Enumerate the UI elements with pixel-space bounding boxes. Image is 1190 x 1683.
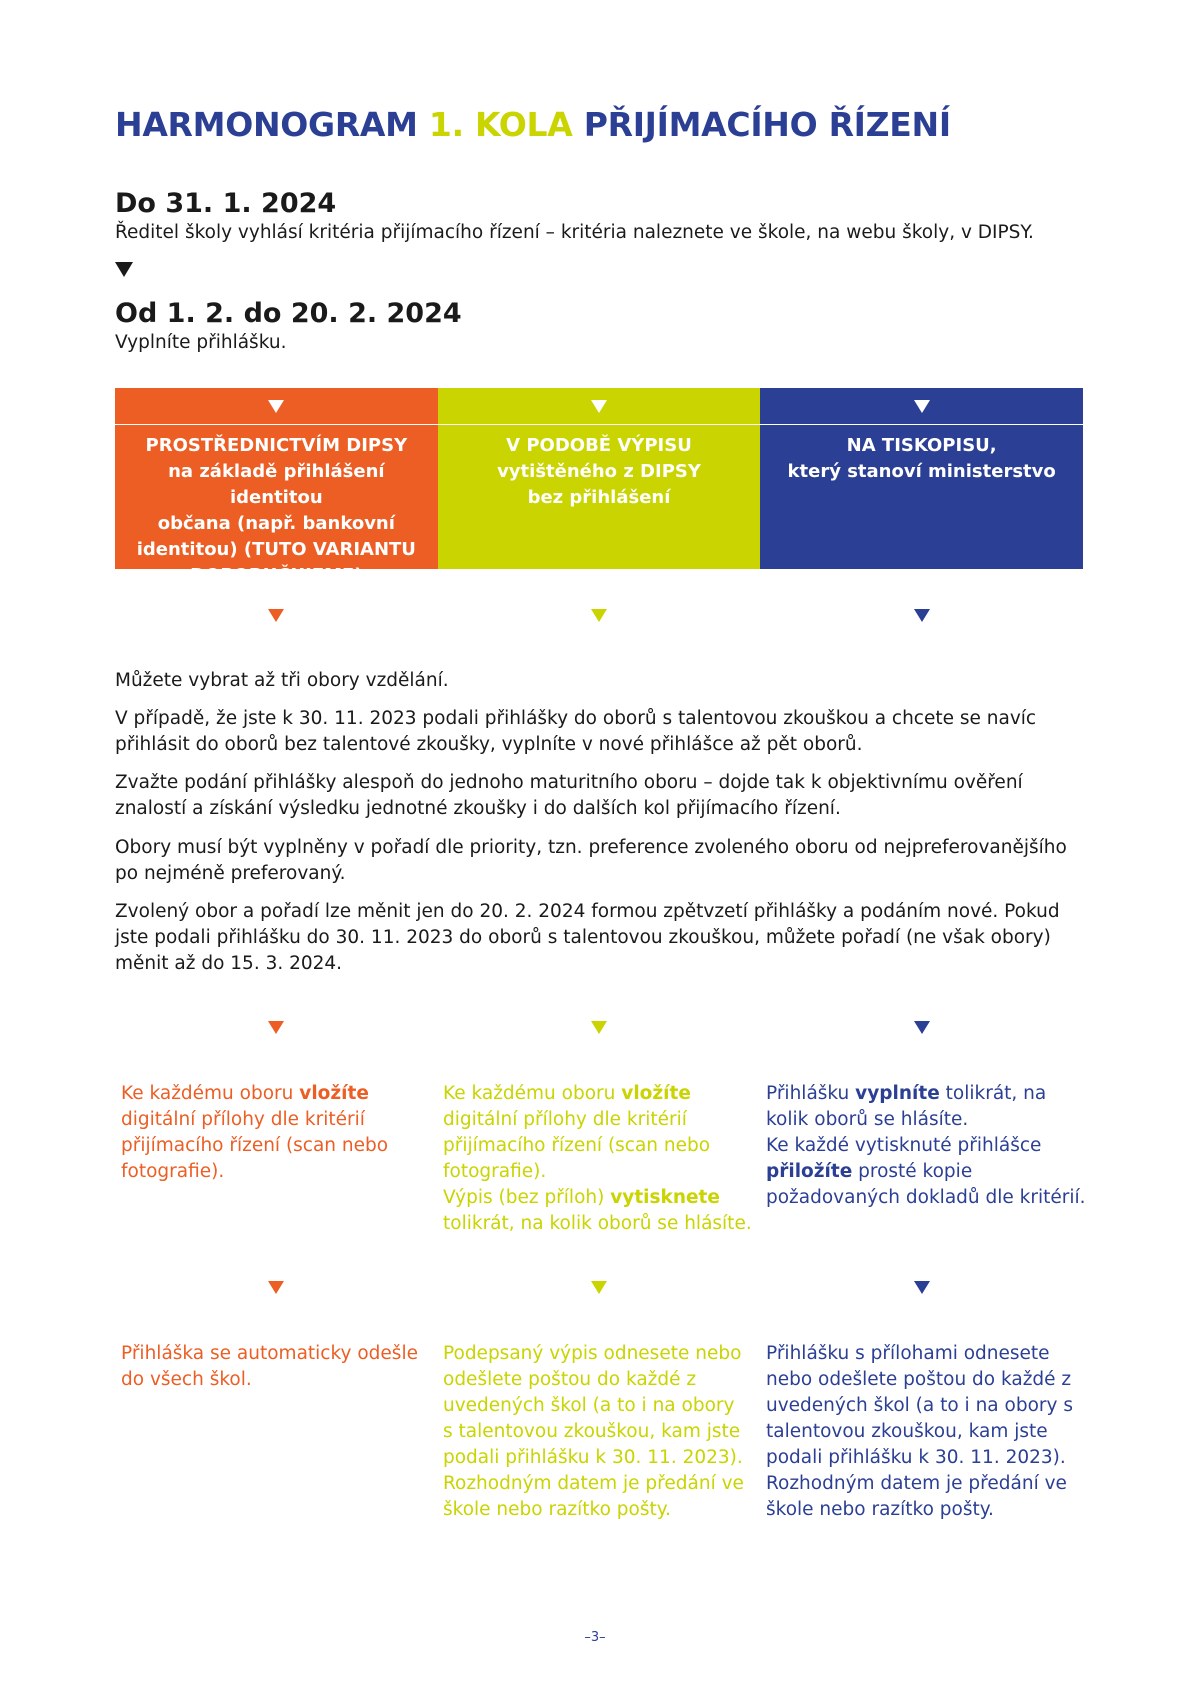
arrow-down-icon (268, 609, 284, 622)
step1-date: Do 31. 1. 2024 (115, 188, 337, 219)
option-form-line2: který stanoví ministerstvo (787, 461, 1056, 482)
paragraph-1: Můžete vybrat až tři obory vzdělání. (115, 670, 449, 691)
attachments-blue (766, 1081, 1091, 1211)
step2-text: Vyplníte přihlášku. (115, 332, 287, 353)
submission-blue: Přihlášku s přílohami odnesete nebo odešlete poštou do každé z uvedených škol (a to i na obory s talentovou zkouškou, kam jste podali přihlášku k 30. 11. 2023). Rozhodným datem je předání ve škole nebo razítko pošty. (766, 1343, 1073, 1520)
option-printout (438, 388, 761, 569)
attachments-blue-bold: vyplníte (855, 1083, 940, 1104)
title-part-3: PŘIJÍMACÍHO ŘÍZENÍ (572, 105, 951, 144)
arrow-down-icon (268, 1021, 284, 1034)
page-number: –3– (584, 1630, 606, 1645)
options-row (115, 388, 1083, 586)
attachments-lime-post: digitální přílohy dle kritérií přijímacího řízení (scan nebo fotografie). (443, 1109, 711, 1182)
attachments-blue-post2: prosté kopie požadovaných dokladů dle kritérií. (766, 1161, 1086, 1208)
step2-date: Od 1. 2. do 20. 2. 2024 (115, 298, 462, 329)
arrow-down-icon (914, 1021, 930, 1034)
arrow-down-icon (914, 400, 930, 413)
paragraph-3: Zvažte podání přihlášky alespoň do jednoho maturitního oboru – dojde tak k objektivnímu ověření znalostí a získání výsledku jednotné zkoušky i do dalších kol přijímacího řízení. (115, 772, 1023, 819)
title-part-2: 1. KOLA (428, 105, 573, 144)
attachments-orange-bold: vložíte (299, 1083, 369, 1104)
arrow-down-icon (914, 609, 930, 622)
paragraph-5: Zvolený obor a pořadí lze měnit jen do 20. 2. 2024 formou zpětvzetí přihlášky a podáním nové. Pokud jste podali přihlášku do 30. 11. 2023 do oborů s talentovou zkouškou, můžete pořadí (ne však obory) měnit až do 15. 3. 2024. (115, 901, 1060, 974)
step1-text: Ředitel školy vyhlásí kritéria přijímacího řízení – kritéria naleznete ve škole, na webu školy, v DIPSY. (115, 222, 1034, 243)
arrow-down-icon (591, 1281, 607, 1294)
option-printout-line3: bez přihlášení (527, 487, 671, 508)
arrow-down-icon (115, 262, 133, 277)
option-printout-line1: V PODOBĚ VÝPISU (506, 435, 692, 456)
arrow-down-icon (591, 609, 607, 622)
option-form (760, 388, 1083, 569)
option-form-line1: NA TISKOPISU, (846, 435, 997, 456)
option-dipsy-line1: PROSTŘEDNICTVÍM DIPSY (145, 435, 408, 456)
attachments-blue-bold2: přiložíte (766, 1161, 853, 1182)
arrow-down-icon (914, 1281, 930, 1294)
option-printout-line2: vytištěného z DIPSY (497, 461, 701, 482)
option-dipsy-line2: na základě přihlášení identitou (168, 461, 385, 508)
attachments-lime-pre2: Výpis (bez příloh) (443, 1187, 611, 1208)
paragraph-4: Obory musí být vyplněny v pořadí dle priority, tzn. preference zvoleného oboru od nejpreferovanějšího po nejméně preferovaný. (115, 837, 1067, 884)
submission-lime: Podepsaný výpis odnesete nebo odešlete poštou do každé z uvedených škol (a to i na obory s talentovou zkouškou, kam jste podali přihlášku k 30. 11. 2023). Rozhodným datem je předání ve škole nebo razítko pošty. (443, 1343, 744, 1520)
attachments-orange-post: digitální přílohy dle kritérií přijímacího řízení (scan nebo fotografie). (121, 1109, 389, 1182)
submission-orange: Přihláška se automaticky odešle do všech škol. (121, 1343, 418, 1390)
attachments-lime-post2: tolikrát, na kolik oborů se hlásíte. (443, 1213, 752, 1234)
arrow-down-icon (268, 400, 284, 413)
attachments-orange (121, 1081, 421, 1185)
option-dipsy-line3: občana (např. bankovní (157, 513, 395, 534)
attachments-blue-post: tolikrát, na kolik oborů se hlásíte. (766, 1083, 1047, 1130)
option-dipsy (115, 388, 438, 586)
paragraph-2: V případě, že jste k 30. 11. 2023 podali přihlášky do oborů s talentovou zkouškou a chcete se navíc přihlásit do oborů bez talentové zkoušky, vyplníte v nové přihlášce až pět oborů. (115, 708, 1037, 755)
attachments-blue-pre2: Ke každé vytisknuté přihlášce (766, 1135, 1042, 1156)
attachments-lime-bold: vložíte (621, 1083, 691, 1104)
arrow-down-icon (591, 1021, 607, 1034)
attachments-lime (443, 1081, 761, 1237)
arrow-down-icon (268, 1281, 284, 1294)
attachments-blue-pre: Přihlášku (766, 1083, 856, 1104)
attachments-lime-bold2: vytisknete (610, 1187, 720, 1208)
option-dipsy-line4: identitou) (TUTO VARIANTU (136, 539, 416, 560)
attachments-orange-pre: Ke každému oboru (121, 1083, 300, 1104)
page-title (115, 105, 951, 144)
title-part-1: HARMONOGRAM (115, 105, 429, 144)
attachments-lime-pre: Ke každému oboru (443, 1083, 622, 1104)
arrow-down-icon (591, 400, 607, 413)
option-dipsy-line5: DOPORUČUJEME) (190, 565, 363, 586)
